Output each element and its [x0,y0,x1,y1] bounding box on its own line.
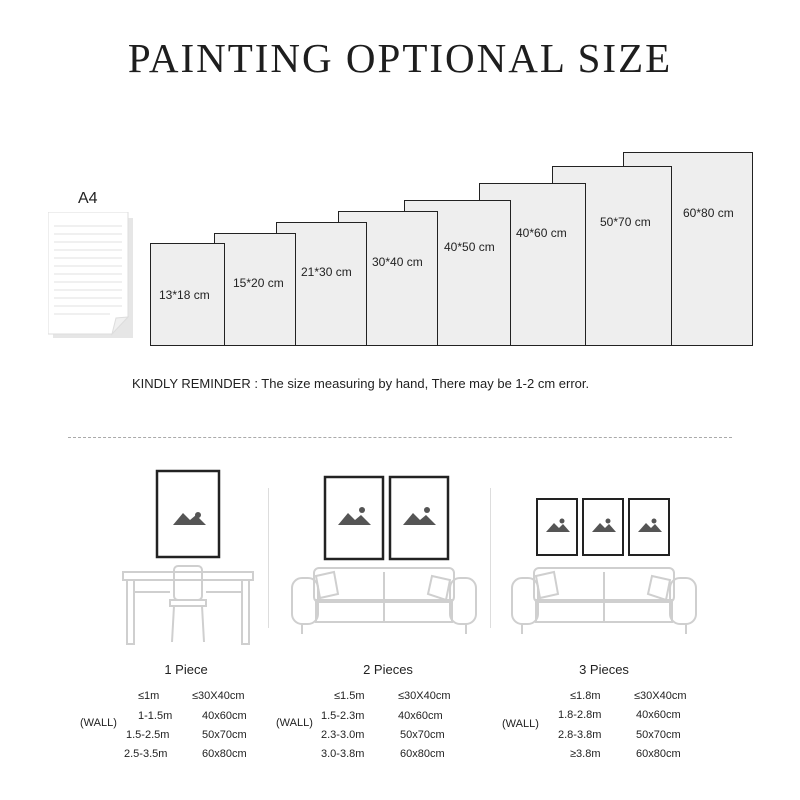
column-separator [490,488,491,628]
wall-width: ≤1.8m [570,690,601,702]
desk-scene-illustration [118,468,258,648]
painting-size: ≤30X40cm [192,690,245,702]
size-label: 15*20 cm [233,276,284,290]
painting-size: 60x80cm [400,748,445,760]
a4-paper-icon [48,212,136,340]
size-label: 13*18 cm [159,288,210,302]
size-label: 21*30 cm [301,265,352,279]
painting-size: ≤30X40cm [634,690,687,702]
sofa-three-frames-illustration [508,494,700,644]
group-title-2-pieces: 2 Pieces [363,662,413,677]
wall-label: (WALL) [80,717,117,729]
size-label: 50*70 cm [600,215,651,229]
wall-label: (WALL) [502,718,539,730]
group-title-3-pieces: 3 Pieces [579,662,629,677]
size-label: 40*60 cm [516,226,567,240]
wall-width: 3.0-3.8m [321,748,365,760]
wall-width: ≤1.5m [334,690,365,702]
painting-size: 50x70cm [400,729,445,741]
a4-label: A4 [78,190,98,207]
wall-width: 2.5-3.5m [124,748,168,760]
wall-width: 2.8-3.8m [558,729,602,741]
painting-size: 40x60cm [398,710,443,722]
dashed-divider [68,437,732,438]
wall-width: ≥3.8m [570,748,601,760]
wall-width: 1-1.5m [138,710,173,722]
size-label: 30*40 cm [372,255,423,269]
painting-size: 60x80cm [636,748,681,760]
wall-width: 1.8-2.8m [558,709,602,721]
page-title: PAINTING OPTIONAL SIZE [127,35,673,81]
painting-size: 50x70cm [636,729,681,741]
wall-width: 2.3-3.0m [321,729,365,741]
size-label: 40*50 cm [444,240,495,254]
wall-width: 1.5-2.3m [321,710,365,722]
painting-size: 50x70cm [202,729,247,741]
group-title-1-piece: 1 Piece [164,662,208,677]
wall-width: ≤1m [138,690,160,702]
painting-size: 40x60cm [202,710,247,722]
wall-label: (WALL) [276,717,313,729]
painting-size: 40x60cm [636,709,681,721]
painting-size: 60x80cm [202,748,247,760]
wall-width: 1.5-2.5m [126,729,170,741]
sofa-two-frames-illustration [288,472,480,642]
reminder-text: KINDLY REMINDER : The size measuring by hand, There may be 1-2 cm error. [132,376,590,391]
column-separator [268,488,269,628]
painting-size: ≤30X40cm [398,690,451,702]
size-label: 60*80 cm [683,206,734,220]
